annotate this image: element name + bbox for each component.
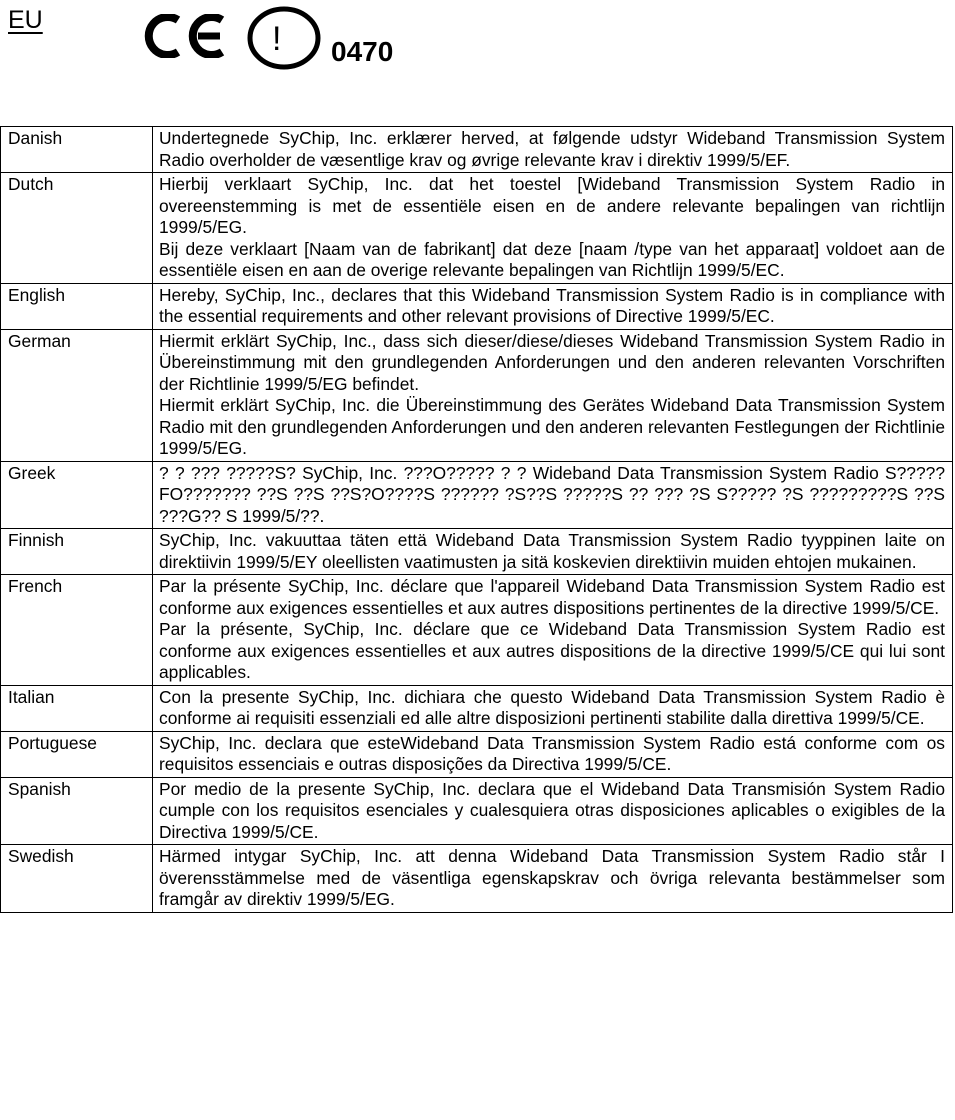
language-name: Dutch	[1, 173, 153, 284]
declaration-paragraph: Härmed intygar SyChip, Inc. att denna Wideband Data Transmission System Radio står I överensstämmelse med de väsentliga egenskapskrav och övriga relevanta bestämmelser som framgår av direktiv 1999/5/EG.	[159, 846, 945, 909]
declaration-row-spanish	[1, 777, 953, 845]
declaration-paragraph: Por medio de la presente SyChip, Inc. declara que el Wideband Data Transmisión System Radio cumple con los requisitos esenciales y cualesquiera otras disposiciones aplicables o exigibles de la Directiva 1999/5/CE.	[159, 778, 945, 842]
language-name: Finnish	[1, 529, 153, 575]
declaration-text	[153, 461, 953, 529]
declaration-text	[153, 127, 953, 173]
language-name: English	[1, 283, 153, 329]
declaration-paragraph: Hierbij verklaart SyChip, Inc. dat het toestel [Wideband Transmission System Radio in overeenstemming is met de essentiële eisen en de andere relevante bepalingen van richtlijn 1999/5/EG.	[159, 174, 945, 237]
declaration-row-german	[1, 329, 953, 461]
declaration-text	[153, 685, 953, 731]
declaration-text	[153, 329, 953, 461]
declaration-text	[153, 777, 953, 845]
declaration-text	[153, 575, 953, 686]
declaration-text	[153, 529, 953, 575]
declaration-row-finnish	[1, 529, 953, 575]
language-name: Greek	[1, 461, 153, 529]
declaration-text	[153, 845, 953, 913]
declaration-paragraph: SyChip, Inc. vakuuttaa täten että Wideband Data Transmission System Radio tyyppinen laite on direktiivin 1999/5/EY oleellisten vaatimusten ja sitä koskevien direktiivin muiden ehtojen mukainen.	[159, 530, 945, 572]
notified-body-number: 0470	[331, 36, 394, 67]
declaration-paragraph: Par la présente SyChip, Inc. déclare que l'appareil Wideband Data Transmission System Radio est conforme aux exigences essentielles et aux autres dispositions pertinentes de la directive 1999/5/CE.	[159, 576, 945, 618]
declaration-paragraph: Hereby, SyChip, Inc., declares that this Wideband Transmission System Radio is in compliance with the essential requirements and other relevant provisions of Directive 1999/5/EC.	[159, 284, 945, 326]
ce-marking-icon	[138, 14, 230, 58]
declaration-table	[0, 126, 953, 913]
language-name: Danish	[1, 127, 153, 173]
declaration-paragraph: Con la presente SyChip, Inc. dichiara che questo Wideband Data Transmission System Radio è conforme ai requisiti essenziali ed alle altre disposizioni pertinenti stabilite dalla direttiva 1999/5/CE.	[159, 686, 945, 728]
declaration-paragraph: Hiermit erklärt SyChip, Inc., dass sich dieser/diese/dieses Wideband Transmission System Radio in Übereinstimmung mit den grundlegenden Anforderungen und den anderen relevanten Vorschriften der Richtlinie 1999/5/EG befindet.	[159, 330, 945, 394]
declaration-paragraph: Par la présente, SyChip, Inc. déclare que ce Wideband Data Transmission System Radio est conforme aux exigences essentielles et aux autres dispositions de la directive 1999/5/CE qui lui sont applicables.	[159, 619, 945, 682]
declaration-row-french	[1, 575, 953, 686]
declaration-paragraph: Hiermit erklärt SyChip, Inc. die Übereinstimmung des Gerätes Wideband Data Transmission System Radio mit den grundlegenden Anforderungen und den anderen relevanten Festlegungen der Richtlinie 1999/5/EG.	[159, 395, 945, 458]
declaration-row-italian	[1, 685, 953, 731]
declaration-paragraph: ? ? ??? ?????S? SyChip, Inc. ???O????? ? ? Wideband Data Transmission System Radio S?????FO??????? ??S ??S ??S?O????S ?????? ?S??S ?????S ?? ??? ?S S????? ?S ?????????S ??S ???G?? S 1999/5/??.	[159, 462, 945, 526]
declaration-paragraph: Undertegnede SyChip, Inc. erklærer herved, at følgende udstyr Wideband Transmission System Radio overholder de væsentlige krav og øvrige relevante krav i direktiv 1999/5/EF.	[159, 128, 945, 170]
language-name: French	[1, 575, 153, 686]
alert-symbol: !	[272, 20, 282, 58]
language-name: Spanish	[1, 777, 153, 845]
language-name: German	[1, 329, 153, 461]
region-label: EU	[8, 6, 43, 34]
declaration-row-swedish	[1, 845, 953, 913]
declaration-text	[153, 173, 953, 284]
declaration-row-dutch	[1, 173, 953, 284]
language-name: Swedish	[1, 845, 153, 913]
declaration-paragraph: SyChip, Inc. declara que esteWideband Data Transmission System Radio está conforme com os requisitos essenciais e outras disposições da Directiva 1999/5/CE.	[159, 732, 945, 774]
declaration-row-danish	[1, 127, 953, 173]
declaration-text	[153, 731, 953, 777]
alert-class-icon	[245, 5, 323, 71]
declaration-paragraph: Bij deze verklaart [Naam van de fabrikant] dat deze [naam /type van het apparaat] voldoet aan de essentiële eisen en aan de overige relevante bepalingen van Richtlijn 1999/5/EC.	[159, 238, 945, 280]
language-name: Portuguese	[1, 731, 153, 777]
declaration-text	[153, 283, 953, 329]
declaration-row-english	[1, 283, 953, 329]
declaration-row-greek	[1, 461, 953, 529]
language-name: Italian	[1, 685, 153, 731]
declaration-row-portuguese	[1, 731, 953, 777]
